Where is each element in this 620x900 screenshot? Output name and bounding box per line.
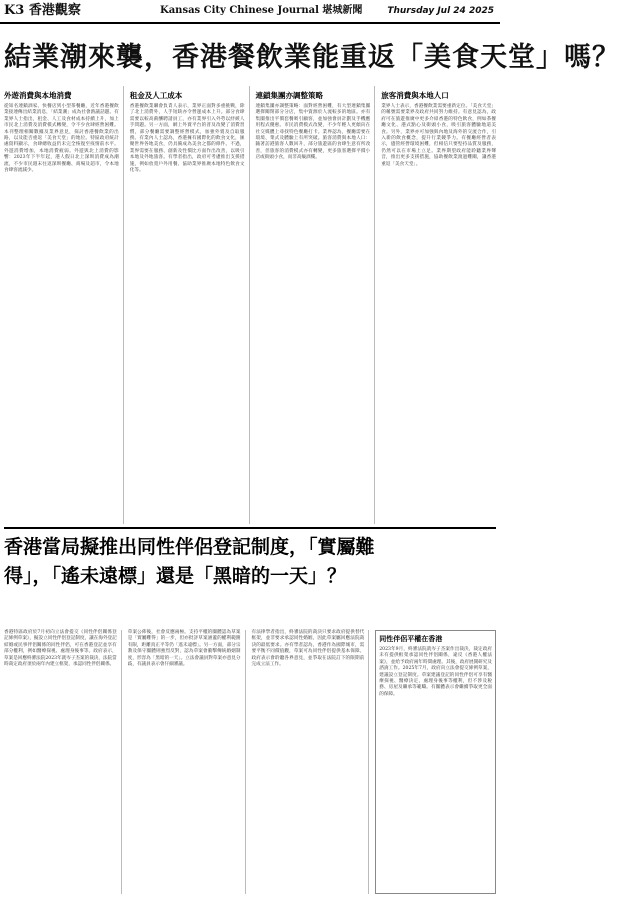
article1-column-3-text: 連鎖集團亦調整策略：面對經營困難，有大型連鎖集團選擇關閉部分分店，集中資源於人流較多的地區。亦有集團推出平價套餐吸引顧客，並加強會員計劃及手機應用程式優惠。市民消費模式改變，不少年輕人更傾向在社交媒體上尋找特色餐廳打卡。業界認為，餐廳需要在環境、菜式及體驗上有所突破。旅客消費與本地人口：隨著訪港旅客人數回升，部分旅遊區的食肆生意有所改善，但旅客的消費模式亦有轉變，更多旅客選擇平價小店或街頭小食，而非高級酒樓。 (255, 104, 371, 161)
article2-headline (4, 533, 496, 625)
article2-body (4, 630, 496, 894)
article1-column-1-text: 從知名連鎖酒家、快餐店到小型茶餐廳，近年香港餐飲業接連傳出結業消息，「結業潮」成為社會熱議話題。有業界人士指出，租金、人工及食材成本持續上升，加上市民北上消費及消費模式轉變，令不少食肆經營困難。本刊整理相關數據及業界意見，探討香港餐飲業的出路，以及能否重返「美食天堂」的地位。特區政府統計處資料顯示，食肆總收益仍未完全恢復至疫情前水平。外遊消費增加，本地消費疲弱。外遊與北上消費的影響：2023年下半年起，港人假日北上深圳消費成為潮流，不少市民週末往返深圳餐廳、商場及超市，令本地食肆客流減少。 (4, 104, 119, 174)
article2-column-2-text: 草案公佈後，社會反應兩極。支持平權的團體認為草案是「實屬難得」的一步，但亦批評草案涵蓋的權利範圍有限，距離真正平等仍「遙未遠標」。另一方面，部分宗教及保守團體則強烈反對，認為草案會衝擊傳統婚姻制度，形容為「黑暗的一天」。立法會議員對草案亦意見分歧，有議員表示會仔細審議。 (127, 630, 241, 668)
article1-column-4-text: 業界人士表示，香港餐飲業需要重新定位。「美食天堂」的稱號需要業界及政府共同努力維持。有意見認為，政府可在旅遊推廣中更多介紹香港的特色飲食，例如茶餐廳文化、港式點心及街頭小食，吸引旅客體驗地道美食。另外，業界亦可加強與內地及海外的交流合作，引入新的飲食概念，提升行業競爭力。有餐廳經營者表示，儘管經營環境困難，但相信只要堅持品質及服務，仍然可以在市場上立足。業界期望政府能聆聽業界聲音，推出更多支援措施，協助餐飲業渡過難關，讓香港重返「美食天堂」。 (381, 104, 496, 167)
section-title: K3 香港觀察 (4, 3, 81, 18)
article1-headline: 結業潮來襲，香港餐飲業能重返「美食天堂」嗎？ (4, 42, 620, 73)
article2-column-2 (128, 630, 246, 894)
sidebar-box-heading: 同性伴侶平權在香港 (379, 635, 443, 643)
section-divider (4, 527, 496, 529)
article2-headline-line-2: 得」，「遙未遠標」還是「黑暗的一天」？ (4, 565, 347, 587)
newspaper-name: Kansas City Chinese Journal 堪城新聞 (160, 5, 363, 16)
sidebar-box-text: 2023年9月，終審法院就岑子杰案作出裁決，裁定政府未有提供框架承認同性伴侶關係，違反《香港人權法案》，並給予政府兩年時間處理。其後，政府展開研究及諮詢工作。2025年7月，政府向立法會提交條例草案，建議設立登記制度。草案建議登記的同性伴侶可享有醫療探視、醫療決定、處理身後事等權利，但不涉及稅務、房屋及繼承等範疇。有團體表示會繼續爭取更全面的保障。 (379, 647, 492, 697)
article1-subhead-3: 連鎖集團亦調整策略 (255, 91, 323, 100)
article1-column-1 (4, 86, 124, 524)
article2-column-1-text: 香港特區政府於7月初向立法會提交《同性伴侶關係登記條例草案》，擬設立同性伴侶登記制度，讓在海外登記結婚或民事伴侶關係的同性伴侶，可在香港登記並享有部分權利，例如醫療探視、處理身後事等。政府表示，草案是回應終審法院2023年就岑子杰案的裁決，法院當時裁定政府須於兩年內建立框架，承認同性伴侶關係。 (4, 630, 117, 668)
article1-column-4 (381, 86, 496, 524)
article2-column-3 (252, 630, 370, 894)
article1-subhead-2: 租金及人工成本 (129, 91, 183, 100)
article1-body (4, 86, 496, 524)
article1-column-2 (130, 86, 250, 524)
issue-date: Thursday Jul 24 2025 (387, 6, 494, 16)
article2-column-1 (4, 630, 122, 894)
article1-subhead-4: 旅客消費與本地人口 (381, 91, 449, 100)
sidebar-box (375, 630, 496, 894)
article2-column-3-text: 有法律學者指出，終審法院的裁決只要求政府提供替代框架，並非要求承認同性婚姻，因此草案屬回應法院裁決的最低要求。亦有學者認為，香港作為國際城市，需要平衡不同價值觀，草案可為同性伴侶提供基本保障。政府表示會聆聽各界意見，並爭取在法院訂下的限期前完成立法工作。 (251, 630, 365, 668)
article1-column-2-text: 香港餐飲業聯會負責人表示，業界正面對多重挑戰，除了北上消費外，人手短缺亦令營運成本上升。部分食肆需要以較高薪酬聘請員工，亦有業界引入外勞以紓緩人手問題。另一方面，網上外賣平台的普及改變了消費習慣，部分餐廳需要調整經營模式，加強外賣及自取服務。有業內人士認為，香港擁有國際化的飲食文化，匯聚世界各地美食，仍具備成為美食之都的條件。不過，業界需要在服務、創新及性價比方面作出改善，以吸引本地及外地旅客。有學者指出，政府可考慮推出支援措施，例如放寬戶外用餐、協助業界推廣本地特色飲食文化等。 (129, 104, 245, 174)
article1-subhead-1: 外遊消費與本地消費 (4, 91, 72, 100)
article1-column-3 (256, 86, 376, 524)
masthead (0, 0, 500, 24)
article2-headline-line-1: 香港當局擬推出同性伴侶登記制度，「實屬難 (4, 536, 375, 558)
